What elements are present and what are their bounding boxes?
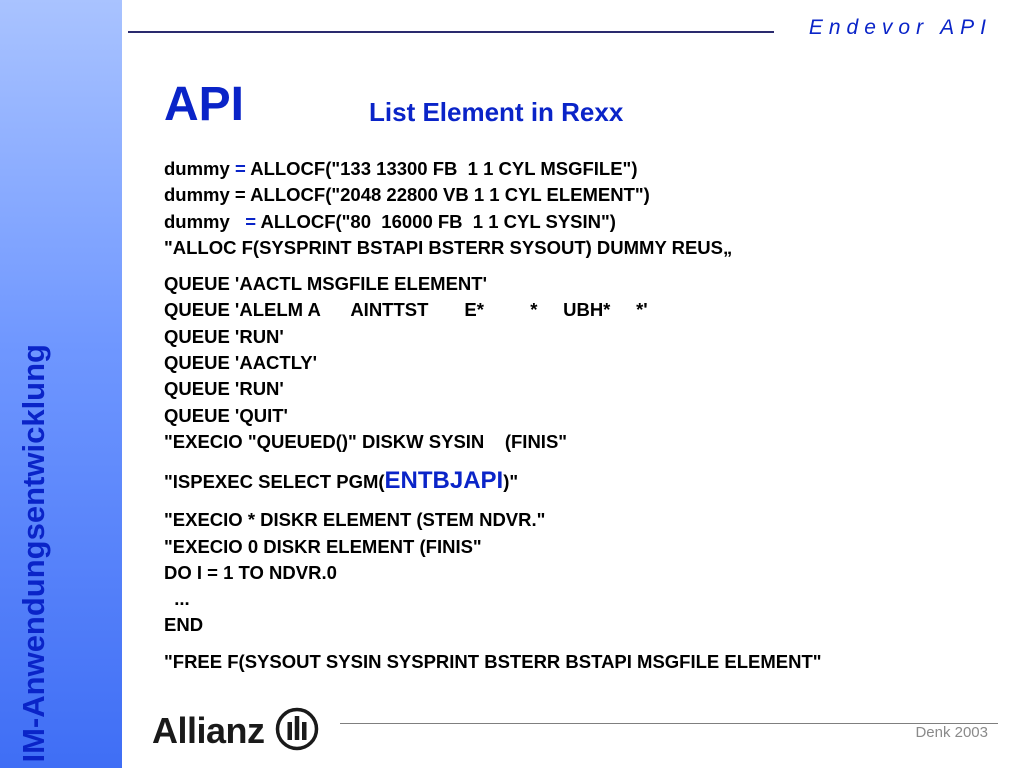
program-name: ENTBJAPI (384, 467, 504, 495)
code-line: "ALLOC F(SYSPRINT BSTAPI BSTERR SYSOUT) DUMMY REUS„ (164, 236, 733, 258)
code-line: "ISPEXEC SELECT PGM(ENTBJAPI)" (164, 467, 519, 495)
code-line: QUEUE 'AACTL MSGFILE ELEMENT' (164, 273, 487, 295)
logo-text: Allianz (152, 710, 265, 751)
sidebar-label-wrap (14, 300, 54, 762)
code-listing (164, 156, 984, 675)
code-line: dummy = ALLOCF("133 13300 FB 1 1 CYL MSGFILE") (164, 158, 638, 179)
footer-divider (340, 723, 998, 724)
code-block-queue (164, 271, 984, 455)
code-block-free (164, 649, 984, 675)
allianz-logo (152, 706, 319, 756)
code-line: "EXECIO * DISKR ELEMENT (STEM NDVR." (164, 509, 546, 531)
header-title: Endevor API (808, 16, 992, 39)
code-line: "EXECIO 0 DISKR ELEMENT (FINIS" (164, 535, 482, 557)
code-line: "FREE F(SYSOUT SYSIN SYSPRINT BSTERR BSTAPI MSGFILE ELEMENT" (164, 650, 822, 672)
header-divider (128, 31, 774, 33)
code-line: dummy = ALLOCF("80 16000 FB 1 1 CYL SYSIN") (164, 210, 616, 232)
code-line: "EXECIO "QUEUED()" DISKW SYSIN (FINIS" (164, 430, 568, 452)
sidebar (0, 0, 122, 768)
allianz-eagle-icon (275, 707, 319, 756)
code-line: QUEUE 'QUIT' (164, 404, 288, 426)
code-line: END (164, 614, 204, 636)
code-line: ... (164, 588, 190, 610)
code-line: dummy = ALLOCF("2048 22800 VB 1 1 CYL ELEMENT") (164, 184, 650, 206)
code-line: DO I = 1 TO NDVR.0 (164, 561, 337, 583)
code-block-read (164, 507, 984, 638)
code-line: QUEUE 'RUN' (164, 325, 284, 347)
footer-credit: Denk 2003 (915, 724, 988, 741)
code-block-ispexec (164, 465, 984, 497)
code-block-alloc (164, 156, 984, 261)
code-line: QUEUE 'AACTLY' (164, 352, 318, 374)
code-line: QUEUE 'ALELM A AINTTST E* * UBH* *' (164, 299, 648, 321)
sidebar-label: IM-Anwendungsentwicklung (16, 343, 51, 762)
slide-subtitle: List Element in Rexx (369, 97, 624, 127)
slide-title: API (164, 78, 245, 131)
code-line: QUEUE 'RUN' (164, 378, 284, 400)
